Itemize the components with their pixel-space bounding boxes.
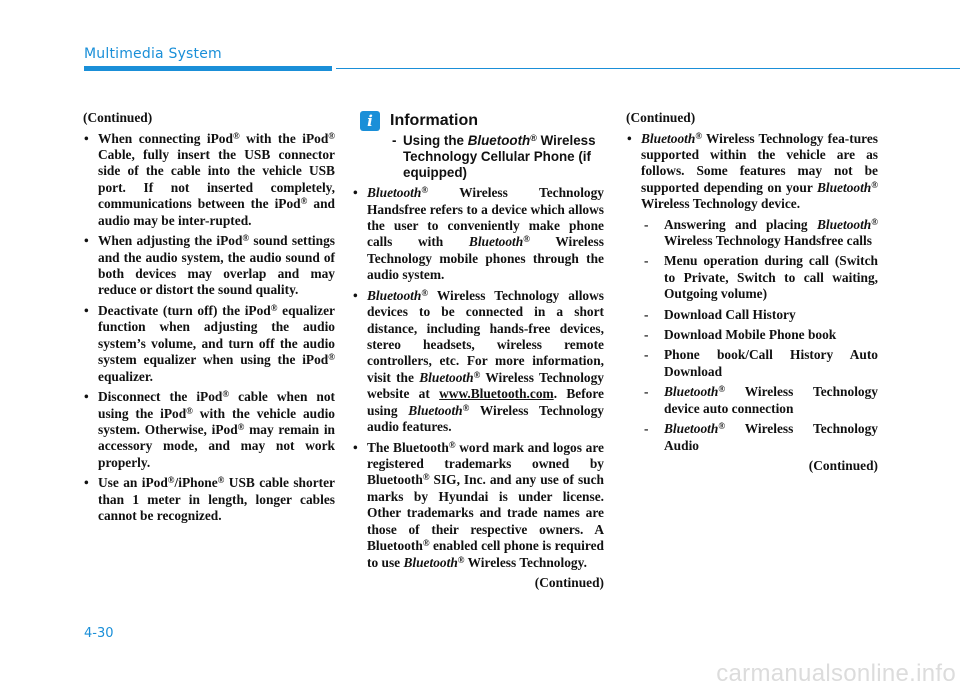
list-item: • Use an iPod®/iPhone® USB cable shorter than 1 meter in length, longer cables cannot be recognized. (83, 475, 335, 524)
column-middle (352, 110, 604, 591)
section-title: Multimedia System (84, 46, 222, 62)
list-item: - Bluetooth® Wireless Technology Audio (641, 421, 878, 454)
continued-label: (Continued) (83, 110, 153, 125)
list-item: - Bluetooth® Wireless Technology device auto connection (641, 384, 878, 417)
feature-sub-list (641, 217, 878, 454)
ipod-bullet-list (83, 131, 335, 525)
header-rule-thick (84, 66, 332, 71)
information-title: Information (390, 111, 478, 129)
features-bullet-list (626, 131, 878, 454)
list-item: - Answering and placing Bluetooth® Wireless Technology Handsfree calls (641, 217, 878, 250)
list-item: - Menu operation during call (Switch to Private, Switch to call waiting, Outgoing volume) (641, 253, 878, 302)
column-left (83, 110, 335, 525)
information-subtitle: - Using the Bluetooth® Wireless Technology Cellular Phone (if equipped) (392, 133, 604, 181)
list-item: • When adjusting the iPod® sound settings and the audio system, the audio sound of both devices may overlap and may reduce or distort the sound quality. (83, 233, 335, 299)
bluetooth-bullet-list (352, 185, 604, 571)
information-heading (352, 110, 604, 132)
list-item: • Deactivate (turn off) the iPod® equalizer function when adjusting the audio system’s volume, and turn off the audio system equalizer when using the iPod® equalizer. (83, 303, 335, 385)
bluetooth-website-link[interactable]: www.Bluetooth.com (439, 386, 554, 402)
list-item: • When connecting iPod® with the iPod® Cable, fully insert the USB connector side of the cable into the vehicle USB port. If not inserted completely, communications between the iPod® and audio may be inter-rupted. (83, 131, 335, 229)
list-item: - Download Mobile Phone book (641, 327, 878, 343)
continued-label: (Continued) (626, 110, 696, 125)
watermark: carmanualsonline.info (716, 660, 956, 687)
list-item: • Bluetooth® Wireless Technology allows devices to be connected in a short distance, including hands-free devices, stereo headsets, wireless remote controllers, etc. For more information, visit the Bluetooth® Wireless Technology website at www.Bluetooth.com. Before using Bluetooth® Wireless Technology audio features. (352, 288, 604, 436)
list-item: • Disconnect the iPod® cable when not using the iPod® with the vehicle audio system. Otherwise, iPod® may remain in accessory mode, and may not work properly. (83, 389, 335, 471)
continued-label: (Continued) (808, 457, 878, 473)
continued-label: (Continued) (534, 574, 604, 590)
list-item: - Download Call History (641, 307, 878, 323)
list-item: • Bluetooth® Wireless Technology Handsfree refers to a device which allows the user to conveniently make phone calls with Bluetooth® Wireless Technology mobile phones through the audio system. (352, 185, 604, 283)
list-item: • The Bluetooth® word mark and logos are registered trademarks owned by Bluetooth® SIG, Inc. and any use of such marks by Hyundai is under license. Other trademarks and trade names are those of their respective owners. A Bluetooth® enabled cell phone is required to use Bluetooth® Wireless Technology. (352, 440, 604, 571)
column-right (626, 110, 878, 474)
header-rule-thin (336, 68, 960, 69)
page-number: 4-30 (84, 626, 114, 641)
list-item: • Bluetooth® Wireless Technology fea-tures supported within the vehicle are as follows. Some features may not be supported depending on your Bluetooth® Wireless Technology device. - Answering and placing Bluetooth® Wireless Technology Handsfree calls - Menu operation during call (Switch to Private, Switch to call waiting, Outgoing volume) - Download Call History - Download Mobile Phone book - Phone book/Call History Auto Download - Bluetooth® Wireless Technology device auto connection - Bluetooth® Wireless Technology Audio (626, 131, 878, 454)
list-item: - Phone book/Call History Auto Download (641, 347, 878, 380)
info-icon: i (360, 111, 380, 131)
